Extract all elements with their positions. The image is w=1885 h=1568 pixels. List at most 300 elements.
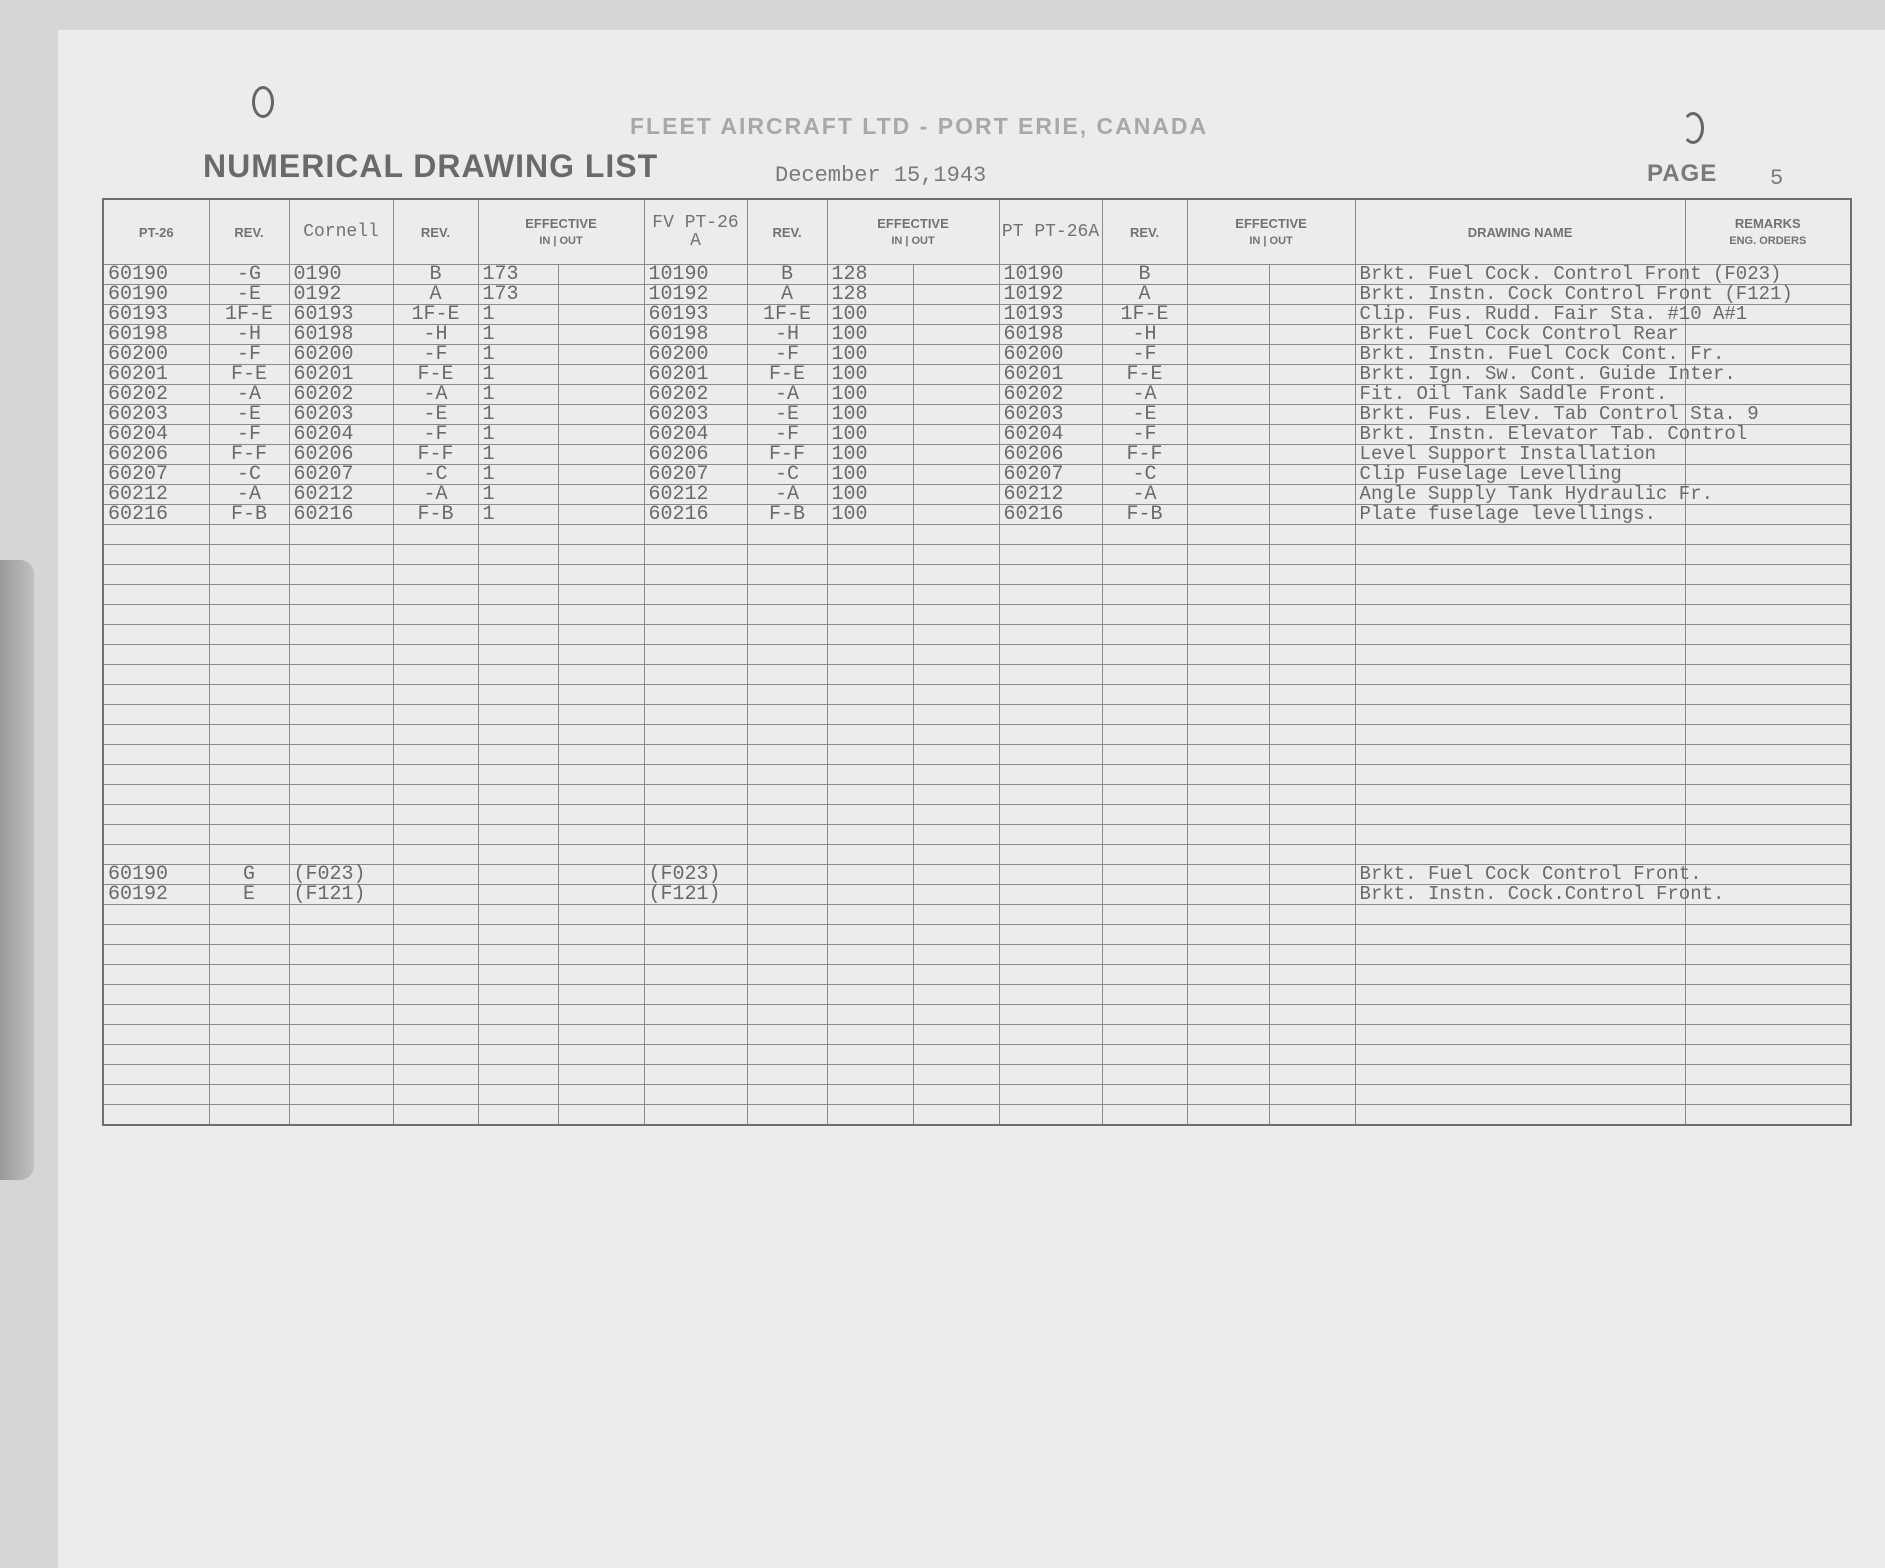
cell-cornell-no: 60202 [289,385,393,405]
cell-eff-in [478,965,558,985]
cell-eff-out [558,885,644,905]
cell-drawing-name [1355,625,1685,645]
cell-drawing-name [1355,545,1685,565]
cell-fv-eff-in: 100 [827,465,913,485]
cell-pt-eff-out [1269,345,1355,365]
cell-pt-rev [1102,885,1187,905]
cell-pt-rev: -E [1102,405,1187,425]
cell-drawing-name: Brkt. Fuel Cock Control Rear [1355,325,1685,345]
cell-eff-in [478,925,558,945]
cell-eff-in [478,825,558,845]
cell-fv-eff-out [913,565,999,585]
cell-pt-eff-in [1187,1085,1269,1105]
cell-eff-in: 1 [478,305,558,325]
cell-pt-eff-out [1269,985,1355,1005]
cell-fv-no: 60216 [644,505,747,525]
cell-pt26-rev [209,965,289,985]
cell-pt-rev [1102,905,1187,925]
cell-fv-eff-out [913,605,999,625]
cell-pt26-no [103,525,209,545]
cell-eff-in [478,625,558,645]
cell-cornell-no [289,1105,393,1126]
cell-pt-rev [1102,1065,1187,1085]
cell-fv-eff-out [913,1065,999,1085]
cell-pt26-rev [209,1105,289,1126]
cell-fv-rev [747,1105,827,1126]
cell-eff-out [558,945,644,965]
cell-pt-eff-in [1187,1105,1269,1126]
cell-eff-out [558,585,644,605]
cell-eff-in [478,785,558,805]
col-header-fv-pt26a: FV PT-26 A [644,199,747,265]
cell-fv-no [644,985,747,1005]
cell-pt-no [999,1025,1102,1045]
cell-pt-no [999,865,1102,885]
cell-drawing-name [1355,565,1685,585]
col-header-rev: REV. [1102,199,1187,265]
cell-remarks [1685,1005,1851,1025]
cell-pt26-rev: E [209,885,289,905]
cell-cornell-rev: -A [393,485,478,505]
cell-eff-out [558,865,644,885]
cell-eff-out [558,525,644,545]
cell-pt-rev: F-B [1102,505,1187,525]
cell-remarks [1685,865,1851,885]
cell-cornell-no [289,765,393,785]
cell-pt-eff-in [1187,745,1269,765]
cell-fv-no [644,1065,747,1085]
cell-cornell-no [289,625,393,645]
punch-hole [1682,112,1704,144]
cell-pt-rev [1102,805,1187,825]
cell-pt-eff-out [1269,625,1355,645]
cell-pt-rev: -A [1102,385,1187,405]
cell-pt26-no [103,665,209,685]
cell-pt26-no: 60207 [103,465,209,485]
cell-pt-eff-in [1187,265,1269,285]
table-row [103,345,1851,365]
cell-pt26-rev [209,525,289,545]
cell-fv-eff-out [913,965,999,985]
cell-pt-rev [1102,1025,1187,1045]
cell-fv-no [644,1005,747,1025]
scan-shadow [0,560,34,1180]
cell-remarks [1685,605,1851,625]
cell-cornell-rev [393,565,478,585]
cell-pt-eff-out [1269,505,1355,525]
cell-pt-no [999,905,1102,925]
cell-cornell-no [289,1085,393,1105]
cell-pt26-no: 60192 [103,885,209,905]
cell-drawing-name: Brkt. Instn. Fuel Cock Cont. Fr. [1355,345,1685,365]
blank-row [103,565,1851,585]
cell-fv-eff-out [913,525,999,545]
cell-drawing-name: Plate fuselage levellings. [1355,505,1685,525]
cell-cornell-no: 60204 [289,425,393,445]
cell-pt-rev: -F [1102,425,1187,445]
cell-fv-eff-out [913,885,999,905]
cell-pt-rev [1102,985,1187,1005]
cell-fv-eff-out [913,1005,999,1025]
blank-row [103,625,1851,645]
cell-pt-eff-in [1187,945,1269,965]
col-header-remarks: REMARKS ENG. ORDERS [1685,199,1851,265]
cell-pt-no [999,745,1102,765]
cell-pt26-no: 60198 [103,325,209,345]
cell-pt26-rev: -H [209,325,289,345]
cell-pt-rev [1102,585,1187,605]
cell-fv-rev: -E [747,405,827,425]
cell-pt-no [999,785,1102,805]
cell-pt-eff-out [1269,825,1355,845]
cell-fv-no [644,1105,747,1126]
cell-fv-rev: -A [747,385,827,405]
blank-row [103,1045,1851,1065]
cell-pt-rev [1102,925,1187,945]
cell-fv-rev [747,925,827,945]
cell-pt-eff-out [1269,365,1355,385]
cell-cornell-no [289,605,393,625]
cell-pt-no [999,585,1102,605]
cell-drawing-name [1355,705,1685,725]
cell-cornell-no [289,1045,393,1065]
cell-fv-eff-out [913,425,999,445]
blank-row [103,1105,1851,1126]
cell-fv-eff-out [913,325,999,345]
cell-cornell-no: 0192 [289,285,393,305]
cell-eff-in [478,705,558,725]
cell-fv-eff-out [913,765,999,785]
cell-pt26-no: 60206 [103,445,209,465]
cell-pt-eff-out [1269,685,1355,705]
cell-pt-eff-out [1269,565,1355,585]
cell-fv-eff-out [913,1085,999,1105]
cell-pt26-rev [209,805,289,825]
cell-pt-eff-in [1187,865,1269,885]
cell-drawing-name: Brkt. Fuel Cock Control Front. [1355,865,1685,885]
cell-pt-eff-out [1269,1065,1355,1085]
cell-cornell-rev [393,585,478,605]
cell-eff-out [558,845,644,865]
cell-pt-no [999,825,1102,845]
cell-fv-rev [747,565,827,585]
col-header-rev: REV. [747,199,827,265]
cell-remarks [1685,745,1851,765]
cell-remarks [1685,1045,1851,1065]
cell-fv-eff-out [913,825,999,845]
cell-pt-eff-in [1187,805,1269,825]
cell-pt-eff-in [1187,825,1269,845]
cell-eff-out [558,765,644,785]
cell-fv-eff-out [913,785,999,805]
blank-row [103,685,1851,705]
cell-cornell-rev [393,545,478,565]
cell-pt-no [999,925,1102,945]
cell-fv-eff-in [827,865,913,885]
cell-remarks [1685,965,1851,985]
cell-eff-out [558,825,644,845]
cell-pt-no [999,705,1102,725]
cell-pt26-no [103,625,209,645]
cell-pt26-no [103,565,209,585]
cell-cornell-no [289,965,393,985]
cell-eff-in: 1 [478,465,558,485]
cell-fv-eff-in [827,725,913,745]
cell-pt-eff-out [1269,385,1355,405]
cell-pt-eff-out [1269,545,1355,565]
cell-cornell-no: 60198 [289,325,393,345]
cell-pt-no: 10193 [999,305,1102,325]
cell-pt-eff-out [1269,705,1355,725]
cell-cornell-rev: F-E [393,365,478,385]
cell-pt-rev [1102,1045,1187,1065]
cell-drawing-name: Clip Fuselage Levelling [1355,465,1685,485]
cell-pt26-rev [209,765,289,785]
cell-pt-eff-in [1187,625,1269,645]
cell-remarks [1685,625,1851,645]
cell-fv-eff-in [827,965,913,985]
col-header-effective: EFFECTIVE IN | OUT [478,199,644,265]
cell-pt-no [999,965,1102,985]
cell-fv-eff-in: 100 [827,305,913,325]
cell-pt-eff-out [1269,265,1355,285]
cell-fv-rev [747,665,827,685]
cell-cornell-no [289,705,393,725]
cell-cornell-rev [393,645,478,665]
cell-cornell-no [289,925,393,945]
cell-pt-rev: F-F [1102,445,1187,465]
cell-cornell-rev [393,905,478,925]
cell-fv-no [644,925,747,945]
cell-eff-out [558,965,644,985]
cell-fv-eff-out [913,345,999,365]
cell-fv-eff-in [827,825,913,845]
cell-fv-rev [747,945,827,965]
cell-cornell-rev [393,685,478,705]
cell-cornell-no [289,565,393,585]
cell-pt-eff-in [1187,965,1269,985]
cell-fv-eff-in [827,765,913,785]
cell-pt26-no [103,845,209,865]
cell-drawing-name [1355,745,1685,765]
cell-drawing-name [1355,1005,1685,1025]
table-row [103,865,1851,885]
cell-pt-rev [1102,1005,1187,1025]
cell-pt26-no [103,645,209,665]
cell-pt26-no [103,1085,209,1105]
cell-eff-out [558,645,644,665]
cell-pt26-rev [209,985,289,1005]
cell-remarks [1685,985,1851,1005]
cell-pt-eff-in [1187,985,1269,1005]
cell-pt-rev [1102,825,1187,845]
cell-fv-eff-in [827,1045,913,1065]
cell-eff-in [478,1005,558,1025]
cell-fv-rev [747,825,827,845]
cell-pt-eff-in [1187,385,1269,405]
cell-pt-rev: B [1102,265,1187,285]
cell-drawing-name: Brkt. Instn. Elevator Tab. Control [1355,425,1685,445]
cell-drawing-name: Brkt. Ign. Sw. Cont. Guide Inter. [1355,365,1685,385]
blank-row [103,525,1851,545]
cell-fv-eff-in: 100 [827,325,913,345]
cell-fv-eff-in: 100 [827,505,913,525]
cell-pt26-no: 60202 [103,385,209,405]
table-row [103,325,1851,345]
cell-remarks [1685,585,1851,605]
cell-cornell-rev [393,785,478,805]
cell-fv-eff-in [827,545,913,565]
cell-pt-eff-out [1269,585,1355,605]
cell-fv-no: 60200 [644,345,747,365]
cell-pt26-no [103,685,209,705]
cell-eff-in [478,985,558,1005]
blank-row [103,705,1851,725]
cell-eff-out [558,905,644,925]
cell-pt26-no: 60200 [103,345,209,365]
cell-fv-rev [747,905,827,925]
cell-pt-eff-in [1187,845,1269,865]
cell-fv-no [644,585,747,605]
cell-fv-no [644,805,747,825]
cell-pt26-rev [209,625,289,645]
cell-pt-no: 60216 [999,505,1102,525]
cell-fv-no [644,785,747,805]
cell-fv-no [644,525,747,545]
cell-fv-eff-in [827,625,913,645]
cell-drawing-name: Clip. Fus. Rudd. Fair Sta. #10 A#1 [1355,305,1685,325]
cell-eff-out [558,385,644,405]
cell-cornell-no: 60206 [289,445,393,465]
cell-pt-eff-out [1269,945,1355,965]
blank-row [103,605,1851,625]
cell-pt-no: 60212 [999,485,1102,505]
cell-fv-no [644,725,747,745]
blank-row [103,545,1851,565]
cell-drawing-name: Brkt. Fus. Elev. Tab Control Sta. 9 [1355,405,1685,425]
cell-pt26-rev [209,545,289,565]
cell-pt26-no: 60193 [103,305,209,325]
cell-remarks [1685,525,1851,545]
cell-eff-in [478,1025,558,1045]
cell-pt-eff-in [1187,765,1269,785]
blank-row [103,925,1851,945]
cell-fv-rev: A [747,285,827,305]
cell-pt-eff-in [1187,605,1269,625]
cell-drawing-name [1355,605,1685,625]
cell-cornell-no [289,685,393,705]
cell-fv-no: 60207 [644,465,747,485]
cell-drawing-name [1355,665,1685,685]
cell-pt-eff-out [1269,425,1355,445]
cell-cornell-no [289,825,393,845]
cell-pt-no: 60201 [999,365,1102,385]
cell-fv-eff-in: 100 [827,485,913,505]
cell-drawing-name: Angle Supply Tank Hydraulic Fr. [1355,485,1685,505]
cell-cornell-no: 60207 [289,465,393,485]
cell-pt26-rev [209,645,289,665]
cell-fv-no [644,905,747,925]
cell-eff-in [478,885,558,905]
cell-pt26-rev: -F [209,425,289,445]
col-header-effective: EFFECTIVE IN | OUT [1187,199,1355,265]
cell-pt-eff-in [1187,545,1269,565]
cell-drawing-name [1355,825,1685,845]
cell-pt-eff-out [1269,465,1355,485]
cell-pt-eff-out [1269,645,1355,665]
cell-fv-eff-in [827,985,913,1005]
cell-remarks [1685,925,1851,945]
cell-fv-eff-out [913,865,999,885]
cell-fv-no: 60193 [644,305,747,325]
cell-fv-rev [747,965,827,985]
cell-fv-rev [747,705,827,725]
cell-pt26-rev [209,705,289,725]
cell-pt26-no: 60204 [103,425,209,445]
cell-fv-rev [747,785,827,805]
cell-pt-no [999,565,1102,585]
cell-cornell-rev: -E [393,405,478,425]
cell-pt-eff-out [1269,285,1355,305]
cell-cornell-no: 60212 [289,485,393,505]
cell-drawing-name [1355,925,1685,945]
cell-pt-no [999,525,1102,545]
cell-remarks [1685,1085,1851,1105]
cell-pt-rev: F-E [1102,365,1187,385]
cell-eff-in [478,945,558,965]
cell-fv-eff-out [913,305,999,325]
cell-fv-no [644,1025,747,1045]
cell-fv-no [644,945,747,965]
cell-pt26-rev: -E [209,405,289,425]
cell-eff-in [478,685,558,705]
col-header-drawing-name: DRAWING NAME [1355,199,1685,265]
cell-drawing-name [1355,945,1685,965]
cell-pt-no [999,765,1102,785]
cell-pt-rev [1102,765,1187,785]
cell-eff-out [558,405,644,425]
cell-fv-eff-in [827,1105,913,1126]
cell-pt26-no [103,805,209,825]
cell-pt-no: 60198 [999,325,1102,345]
cell-fv-rev: 1F-E [747,305,827,325]
cell-eff-out [558,685,644,705]
table-row [103,305,1851,325]
cell-eff-out [558,625,644,645]
cell-pt26-no: 60203 [103,405,209,425]
cell-pt-eff-in [1187,925,1269,945]
cell-fv-eff-in [827,1025,913,1045]
cell-fv-no [644,1085,747,1105]
cell-pt-rev: -H [1102,325,1187,345]
cell-cornell-no: 60193 [289,305,393,325]
cell-fv-rev: -A [747,485,827,505]
cell-pt26-no: 60190 [103,265,209,285]
cell-eff-out [558,805,644,825]
table-row [103,365,1851,385]
cell-drawing-name [1355,965,1685,985]
cell-pt-no [999,1045,1102,1065]
cell-cornell-rev: -C [393,465,478,485]
cell-pt-eff-out [1269,785,1355,805]
cell-pt-rev [1102,625,1187,645]
cell-fv-eff-in [827,1005,913,1025]
cell-cornell-no [289,845,393,865]
cell-drawing-name: Brkt. Instn. Cock.Control Front. [1355,885,1685,905]
cell-fv-no: 60212 [644,485,747,505]
cell-eff-in: 1 [478,325,558,345]
cell-cornell-no [289,585,393,605]
